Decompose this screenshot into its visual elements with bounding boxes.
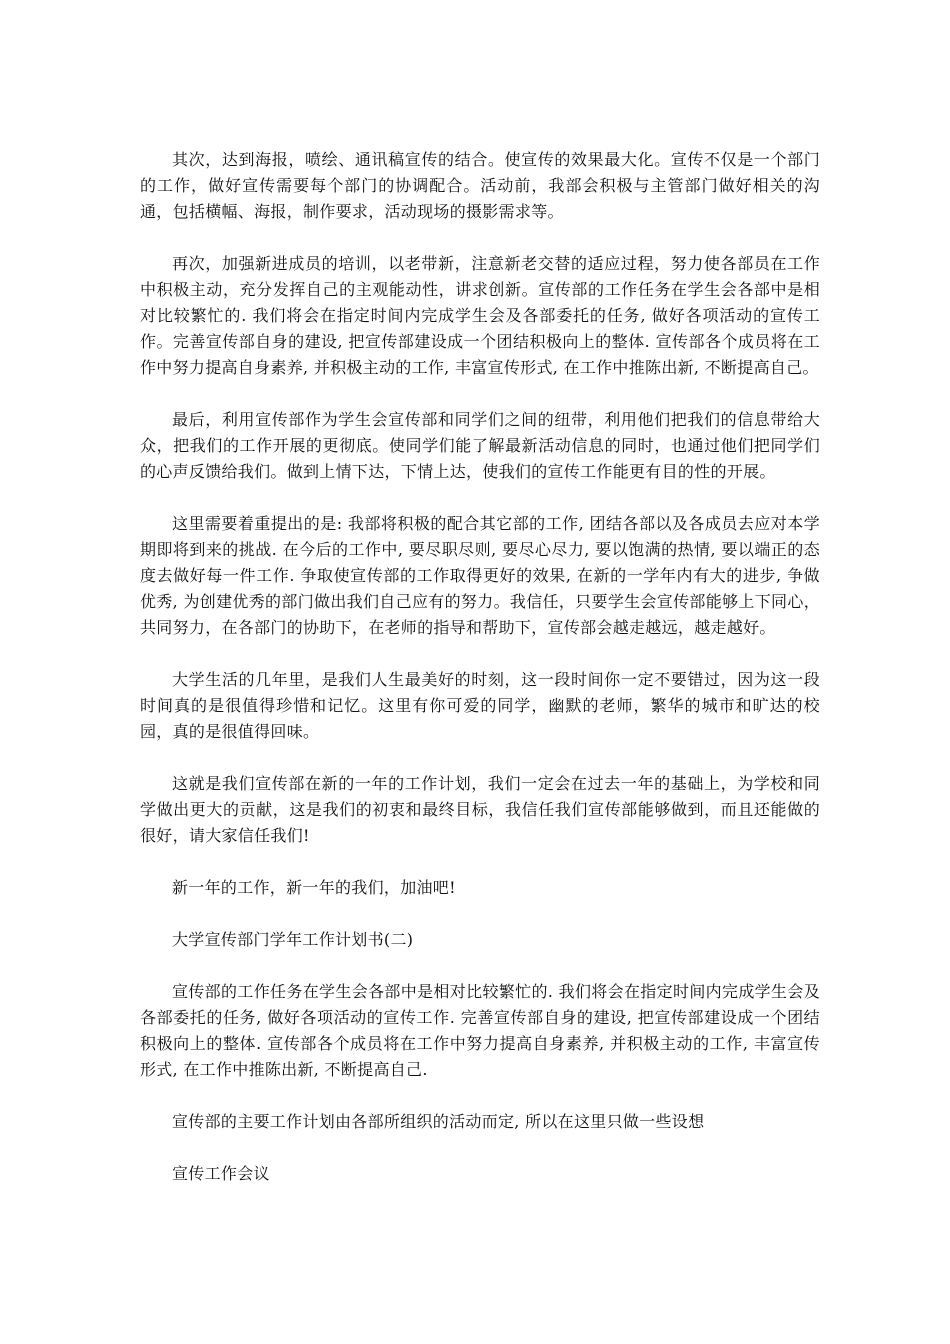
paragraph-college-life: 大学生活的几年里，是我们人生最美好的时刻，这一段时间你一定不要错过，因为这一段时间真的是很值得珍惜和记忆。这里有你可爱的同学，幽默的老师，繁华的城市和旷达的校园，真的是很值得回味。 <box>140 670 820 741</box>
paragraph-thirdly: 再次，加强新进成员的培训，以老带新，注意新老交替的适应过程，努力使各部员在工作中积极主动，充分发挥自己的主观能动性，讲求创新。宣传部的工作任务在学生会各部中是相对比较繁忙的. 我们将会在指定时间内完成学生会及各部委托的任务, 做好各项活动的宣传工作。完善宣传部自身的建设, 把宣传部建设成一个团结积极向上的整体. 宣传部各个成员将在工作中努力提高自身素养, 并积极主动的工作, 丰富宣传形式, 在工作中推陈出新, 不断提高自己。 <box>140 254 820 377</box>
section-heading: 大学宣传部门学年工作计划书(二) <box>172 930 414 949</box>
paragraph-department-tasks: 宣传部的工作任务在学生会各部中是相对比较繁忙的. 我们将会在指定时间内完成学生会及各部委托的任务, 做好各项活动的宣传工作. 完善宣传部自身的建设, 把宣传部建设成一个团结积极向上的整体. 宣传部各个成员将在工作中努力提高自身素养, 并积极主动的工作, 丰富宣传形式, 在工作中推陈出新, 不断提高自己. <box>140 982 820 1079</box>
paragraph-slogan: 新一年的工作，新一年的我们，加油吧! <box>172 878 456 897</box>
paragraph-finally: 最后，利用宣传部作为学生会宣传部和同学们之间的纽带，利用他们把我们的信息带给大众，把我们的工作开展的更彻底。使同学们能了解最新活动信息的同时，也通过他们把同学们的心声反馈给我们。做到上情下达，下情上达，使我们的宣传工作能更有目的性的开展。 <box>140 410 820 481</box>
paragraph-work-plan: 宣传部的主要工作计划由各部所组织的活动而定, 所以在这里只做一些设想 <box>172 1112 705 1131</box>
document-body <box>140 147 820 1213</box>
paragraph-meeting-heading: 宣传工作会议 <box>172 1164 270 1183</box>
paragraph-emphasis: 这里需要着重提出的是: 我部将积极的配合其它部的工作, 团结各部以及各成员去应对本学期即将到来的挑战. 在今后的工作中, 要尽职尽则, 要尽心尽力, 要以饱满的热情, 要以端正的态度去做好每一件工作. 争取使宣传部的工作取得更好的效果, 在新的一学年内有大的进步, 争做优秀, 为创建优秀的部门做出我们自己应有的努力。我信任，只要学生会宣传部能够上下同心，共同努力，在各部门的协助下，在老师的指导和帮助下，宣传部会越走越远，越走越好。 <box>140 514 820 637</box>
paragraph-secondly: 其次，达到海报，喷绘、通讯稿宣传的结合。使宣传的效果最大化。宣传不仅是一个部门的工作，做好宣传需要每个部门的协调配合。活动前，我部会积极与主管部门做好相关的沟通，包括横幅、海报，制作要求，活动现场的摄影需求等。 <box>140 150 820 221</box>
paragraph-conclusion: 这就是我们宣传部在新的一年的工作计划，我们一定会在过去一年的基础上，为学校和同学做出更大的贡献，这是我们的初衷和最终目标，我信任我们宣传部能够做到，而且还能做的很好，请大家信任我们! <box>140 774 820 845</box>
